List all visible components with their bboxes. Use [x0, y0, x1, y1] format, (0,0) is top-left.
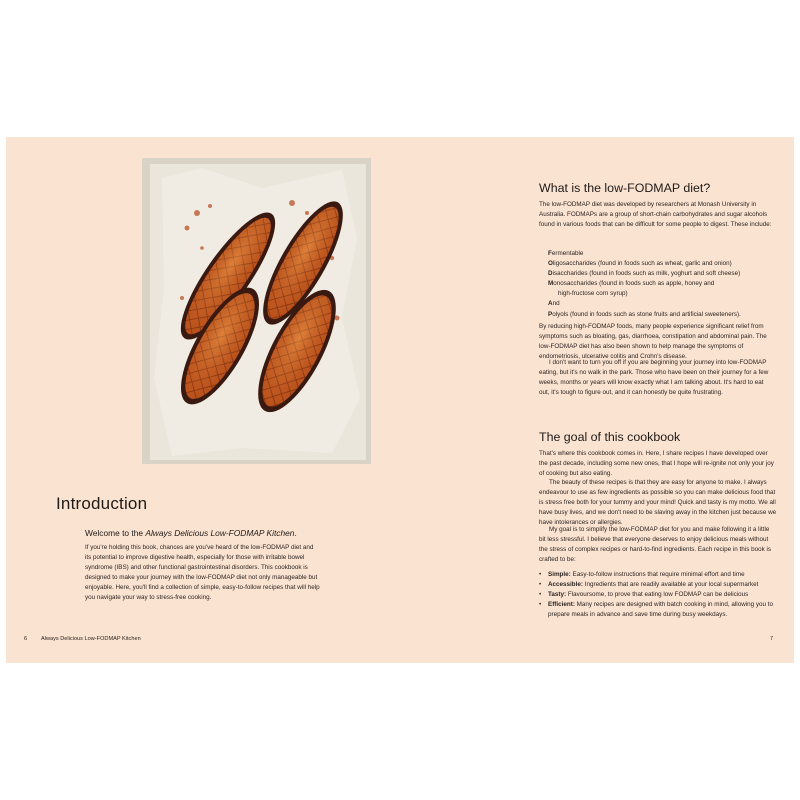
fodmap-item: Polyols (found in foods such as stone fruits and artificial sweeteners). — [548, 310, 741, 318]
welcome-line — [85, 528, 297, 538]
section1-paragraph-3: I don't want to turn you off if you are beginning your journey into low-FODMAP eating, but it's no walk in the park. Those who have been on their journey for a few weeks, months or years will know exactly what I am talking about. It's hard to eat out, it's tough to figure out, and it can honestly be quite frustrating. — [539, 359, 769, 397]
introduction-body: If you're holding this book, chances are you've heard of the low-FODMAP diet and its potential to improve digestive health, especially for those with irritable bowel syndrome (IBS) and other functional gastrointestinal disorders. This cookbook is designed to make your journey with the low-FODMAP diet not only manageable but enjoyable. Here, you'll find a collection of simple, easy-to-follow recipes that will help you navigate your way to stress-free cooking. — [85, 544, 320, 602]
section1-intro: The low-FODMAP diet was developed by researchers at Monash University in Australia. FODMAPs are a group of short-chain carbohydrates and sugar alcohols found in various foods that can be difficult for some people to digest. These include: — [539, 201, 772, 229]
roasted-eggplant-photo — [142, 158, 371, 464]
welcome-prefix: Welcome to the — [85, 528, 146, 538]
section1-paragraph-2: By reducing high-FODMAP foods, many people experience significant relief from symptoms such as bloating, gas, diarrhoea, constipation and abdominal pain. The low-FODMAP diet has also been shown to help manage the symptoms of endometriosis, ulcerative colitis and Crohn's disease. — [539, 323, 767, 361]
section2-paragraph-3: My goal is to simplify the low-FODMAP diet for you and make following it a little bit less stressful. I believe that everyone deserves to enjoy delicious meals without the stress of complex recipes or hard-to-find ingredients. Each recipe in this book is crafted to be: — [539, 526, 772, 564]
running-title: Always Delicious Low-FODMAP Kitchen — [41, 636, 141, 642]
section2-paragraph-1: That's where this cookbook comes in. Here, I share recipes I have developed over the past decade, including some new ones, that I hope will re-ignite not only your joy of cooking but also eating. — [539, 450, 774, 478]
goal-item: • Efficient: Many recipes are designed with batch cooking in mind, allowing you to prepare meals in advance and save time during busy weekdays. — [539, 600, 779, 620]
fodmap-item: Disaccharides (found in foods such as milk, yoghurt and soft cheese) — [548, 270, 741, 278]
fodmap-item-continued: high-fructose corn syrup) — [558, 290, 628, 298]
book-title-italic: Always Delicious Low-FODMAP Kitchen — [145, 528, 295, 538]
fodmap-list — [548, 249, 741, 320]
goals-list — [539, 570, 779, 620]
goal-item: • Simple: Easy-to-follow instructions that require minimal effort and time — [539, 570, 779, 580]
welcome-suffix: . — [294, 528, 297, 538]
fodmap-item: Oligosaccharides (found in foods such as wheat, garlic and onion) — [548, 260, 732, 268]
section-heading-what-is: What is the low-FODMAP diet? — [539, 181, 711, 195]
goal-item: • Tasty: Flavoursome, to prove that eating low FODMAP can be delicious — [539, 590, 779, 600]
fodmap-item: Monosaccharides (found in foods such as apple, honey and — [548, 280, 715, 288]
section-heading-goal: The goal of this cookbook — [539, 430, 681, 444]
fodmap-item: And — [548, 300, 560, 308]
left-page-number: 6 — [24, 636, 28, 642]
fodmap-item: Fermentable — [548, 250, 584, 257]
right-page-number: 7 — [770, 636, 774, 642]
section2-paragraph-2: The beauty of these recipes is that they are easy for anyone to make. I always endeavour to use as few ingredients as possible so you can make delicious food that is stress free both for your tummy and your mind! Quick and tasty is my motto. We all have busy lives, and we don't need to be slaving away in the kitchen just because we have intolerances or allergies. — [539, 479, 777, 527]
introduction-heading: Introduction — [56, 494, 148, 513]
goal-item: • Accessible: Ingredients that are readily available at your local supermarket — [539, 580, 779, 590]
